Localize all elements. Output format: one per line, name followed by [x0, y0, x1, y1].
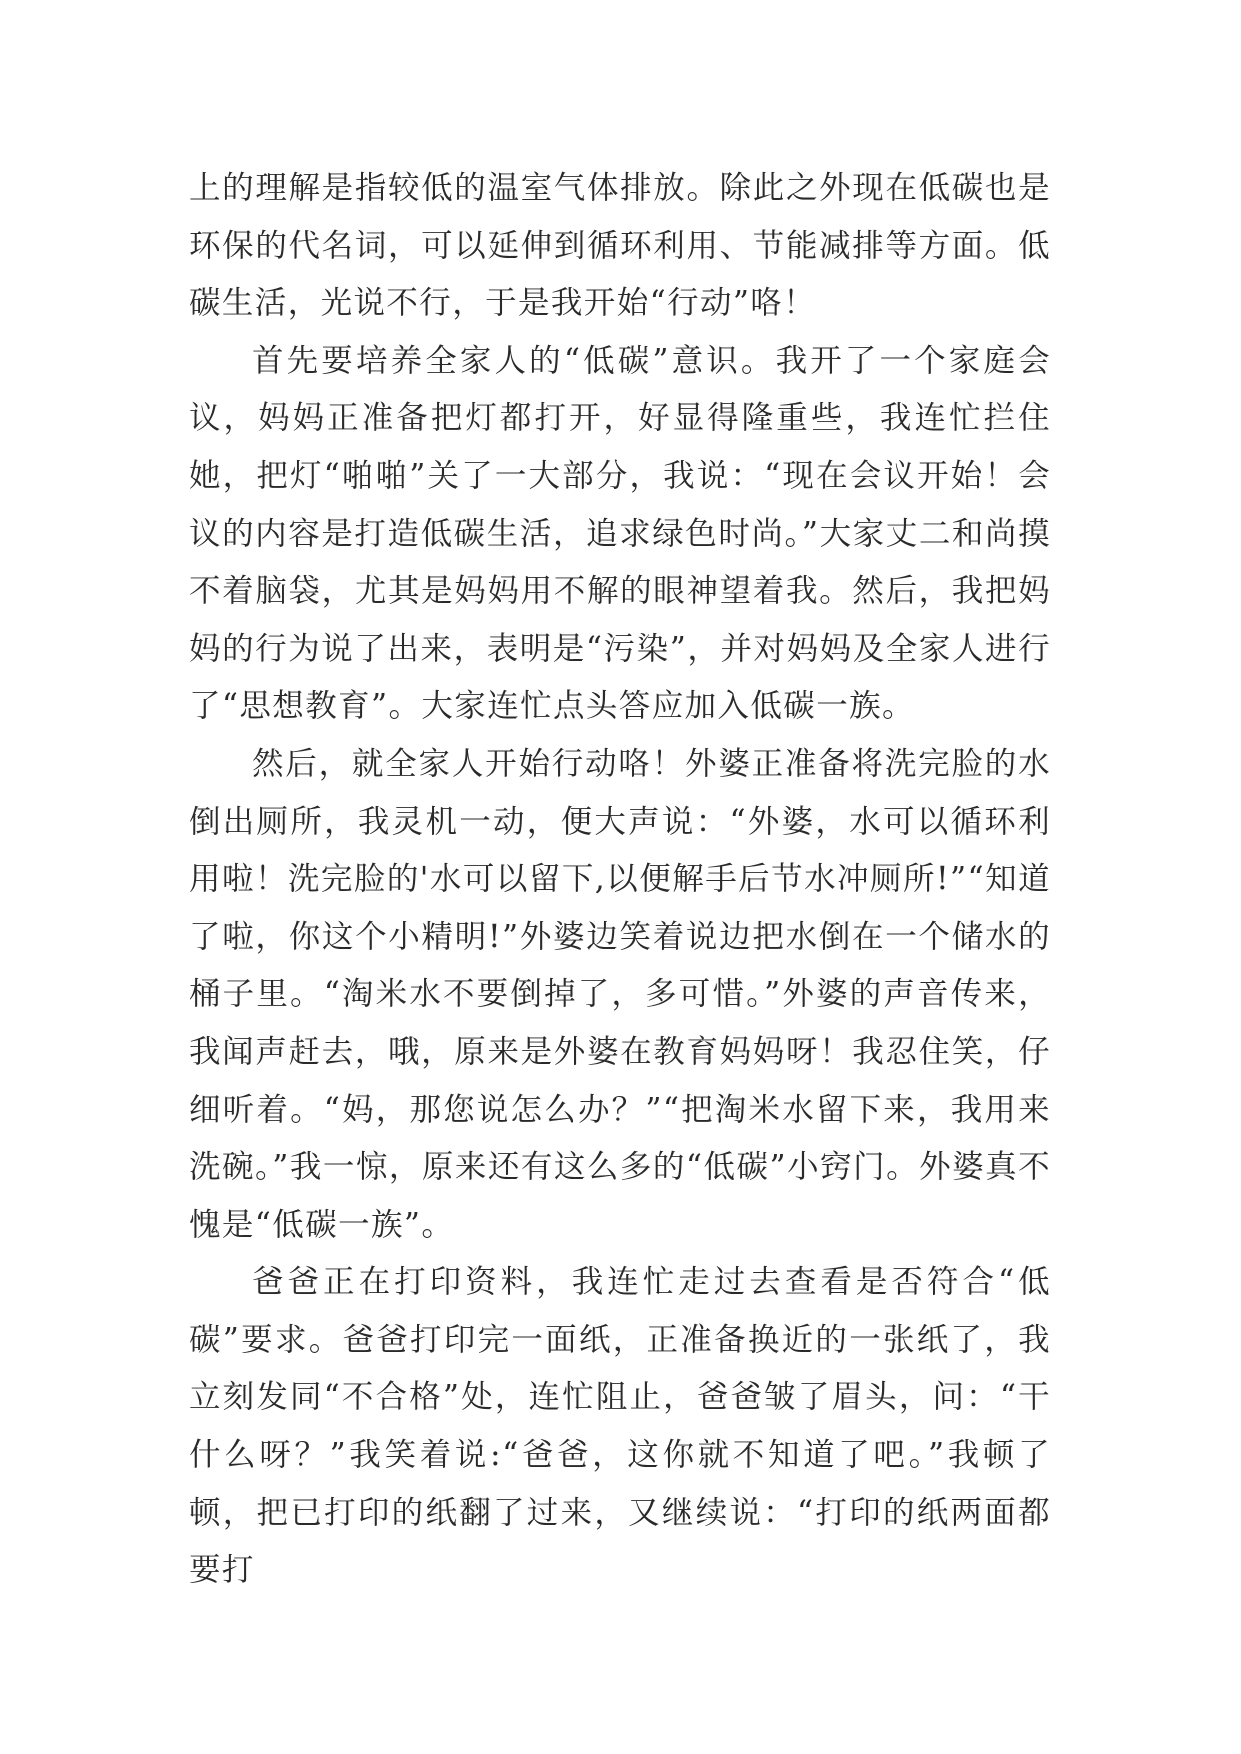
paragraph-grandma-water: 然后，就全家人开始行动咯！外婆正准备将洗完脸的水倒出厕所，我灵机一动，便大声说：“外婆，水可以循环利用啦！洗完脸的'水可以留下,以便解手后节水冲厕所!”“知道了啦，你这个小精明!”外婆边笑着说边把水倒在一个储水的桶子里。“淘米水不要倒掉了，多可惜。”外婆的声音传来，我闻声赶去，哦，原来是外婆在教育妈妈呀！我忍住笑，仔细听着。“妈，那您说怎么办？”“把淘米水留下来，我用来洗碗。”我一惊，原来还有这么多的“低碳”小窍门。外婆真不愧是“低碳一族”。: [189, 745, 1051, 1243]
document-body: [189, 160, 1051, 1600]
paragraph-family-meeting: 首先要培养全家人的“低碳”意识。我开了一个家庭会议，妈妈正准备把灯都打开，好显得隆重些，我连忙拦住她，把灯“啪啪”关了一大部分，我说：“现在会议开始！会议的内容是打造低碳生活，追求绿色时尚。”大家丈二和尚摸不着脑袋，尤其是妈妈用不解的眼神望着我。然后，我把妈妈的行为说了出来，表明是“污染”，并对妈妈及全家人进行了“思想教育”。大家连忙点头答应加入低碳一族。: [189, 342, 1051, 725]
paragraph-dad-printing: 爸爸正在打印资料，我连忙走过去查看是否符合“低碳”要求。爸爸打印完一面纸，正准备换近的一张纸了，我立刻发同“不合格”处，连忙阻止，爸爸皱了眉头，问：“干什么呀？”我笑着说:“爸爸，这你就不知道了吧。”我顿了顿，把已打印的纸翻了过来，又继续说：“打印的纸两面都要打: [189, 1264, 1051, 1589]
paragraph-continued: 上的理解是指较低的温室气体排放。除此之外现在低碳也是环保的代名词，可以延伸到循环利用、节能减排等方面。低碳生活，光说不行，于是我开始“行动”咯！: [189, 170, 1051, 322]
